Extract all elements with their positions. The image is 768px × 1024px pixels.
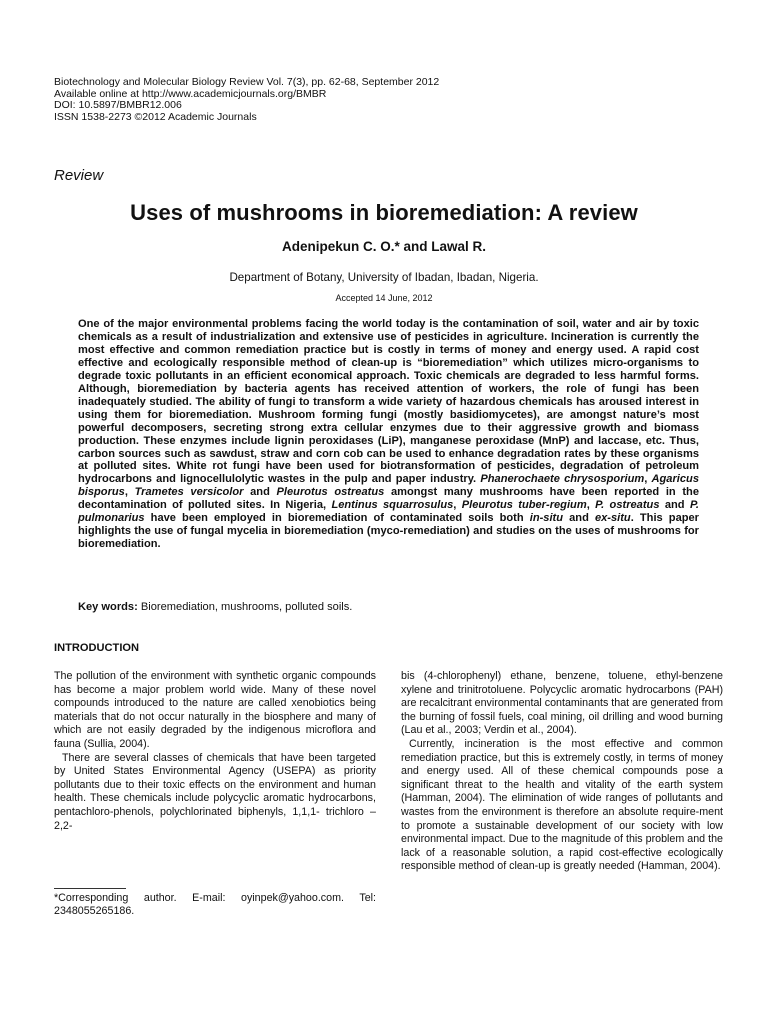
journal-citation: Biotechnology and Molecular Biology Review Vol. 7(3), pp. 62-68, September 2012: [54, 76, 440, 88]
left-column: [54, 670, 376, 833]
abstract-text: . This paper highlights the use of fungal mycelia in bioremediation (myco-remediation) and studies on the uses of mushrooms for bioremediation.: [78, 512, 700, 551]
term: in-situ: [529, 512, 564, 525]
abstract-text: have been employed in bioremediation of contaminated soils both: [144, 512, 530, 525]
species-name: Phanerochaete chrysosporium: [480, 473, 645, 486]
paragraph: The pollution of the environment with synthetic organic compounds has become a major problem world wide. Many of these novel compounds introduced to the nature are called xenobiotics being materials that do not occur naturally in the biosphere and many of which are not easily degraded by the indigenous microflora and fauna (Sullia, 2004).: [54, 670, 376, 750]
footnote-divider: [54, 888, 126, 889]
paragraph: There are several classes of chemicals that have been targeted by United States Environmental Agency (USEPA) as priority pollutants due to their toxic effects on the environment and human health. These chemicals include polycyclic aromatic hydrocarbons, pentachloro-phenols, polychlorinated biphenyls, 1,1,1- trichloro – 2,2-: [54, 751, 376, 832]
corresponding-author-footnote: *Corresponding author. E-mail: oyinpek@yahoo.com. Tel: 2348055265186.: [54, 892, 376, 917]
paragraph: bis (4-chlorophenyl) ethane, benzene, toluene, ethyl-benzene xylene and trinitrotoluene. Polycyclic aromatic hydrocarbons (PAH) are recalcitrant environmental contaminants that are generated from the burning of fossil fuels, coal mining, oil drilling and wood burning (Lau et al., 2003; Verdin et al., 2004).: [401, 670, 723, 737]
species-name: Trametes versicolor: [134, 486, 244, 499]
species-name: P. pulmonarius: [78, 499, 700, 525]
species-name: Pleurotus ostreatus: [276, 486, 385, 499]
abstract-text: amongst many mushrooms have been reported in the decontamination of polluted sites. In Nigeria,: [78, 486, 700, 512]
separator: ,: [644, 473, 652, 486]
introduction-heading: INTRODUCTION: [54, 642, 140, 654]
keywords: [78, 601, 352, 613]
section-label: Review: [54, 167, 104, 184]
species-name: Agaricus bisporus: [78, 473, 699, 499]
journal-doi: DOI: 10.5897/BMBR12.006: [54, 99, 182, 112]
separator: and: [563, 512, 595, 525]
right-column: [401, 670, 723, 874]
separator: and: [659, 499, 690, 512]
species-name: P. ostreatus: [595, 499, 660, 512]
paper-authors: Adenipekun C. O.* and Lawal R.: [281, 239, 487, 254]
separator: ,: [124, 486, 135, 499]
journal-url: Available online at http://www.academicjournals.org/BMBR: [54, 87, 327, 100]
author-affiliation: Department of Botany, University of Ibadan, Ibadan, Nigeria.: [229, 271, 539, 284]
term: ex-situ: [594, 512, 631, 525]
abstract-text: One of the major environmental problems facing the world today is the contamination of soil, water and air by toxic chemicals as a result of industrialization and extensive use of pesticides in agriculture. Incineration is currently the most effective and common remediation practice but is costly in terms of money and energy used. A rapid cost effective and ecologically responsible method of clean-up is “bioremediation” which utilizes micro-organisms to degrade toxic pollutants in an efficient economical approach. Toxic chemicals are degraded to less harmful forms. Although, bioremediation by bacteria agents has received attention of workers, the role of fungi has been inadequately studied. The ability of fungi to transform a wide variety of hazardous chemicals has aroused interest in using them for bioremediation. Mushroom forming fungi (mostly basidiomycetes), are amongst nature’s most powerful decomposers, secreting strong extra cellular enzymes due to their aggressive growth and biomass production. These enzymes include lignin peroxidases (LiP), manganese peroxidase (MnP) and laccase, etc. Thus, carbon sources such as sawdust, straw and corn cob can be used to enhance degradation rates by these organisms at polluted sites. White rot fungi have been used for biotransformation of pesticides, degradation of petroleum hydrocarbons and lignocellulolytic wastes in the pulp and paper industry.: [78, 318, 699, 486]
species-name: Lentinus squarrosulus: [331, 499, 454, 512]
separator: and: [243, 486, 277, 499]
journal-info: [54, 77, 439, 123]
paragraph: Currently, incineration is the most effective and common remediation practice, but this is extremely costly, in terms of money and energy used. All of these chemical compounds pose a significant threat to the health and vitality of the earth system (Hamman, 2004). The elimination of wide ranges of pollutants and wastes from the environment is therefore an absolute require-ment to promote a sustainable development of our society with low environmental impact. Due to the magnitude of this problem and the lack of a reasonable solution, a rapid cost-effective ecologically responsible method of clean-up is greatly needed (Hamman, 2004).: [401, 737, 723, 873]
keywords-label: Key words:: [78, 601, 138, 613]
journal-issn: ISSN 1538-2273 ©2012 Academic Journals: [54, 110, 257, 123]
accepted-date: Accepted 14 June, 2012: [335, 293, 433, 303]
separator: ,: [453, 499, 462, 512]
separator: ,: [586, 499, 596, 512]
abstract: [78, 318, 699, 551]
keywords-text: Bioremediation, mushrooms, polluted soils.: [137, 601, 353, 613]
paper-title: Uses of mushrooms in bioremediation: A review: [130, 200, 638, 225]
species-name: Pleurotus tuber-regium: [461, 499, 587, 512]
